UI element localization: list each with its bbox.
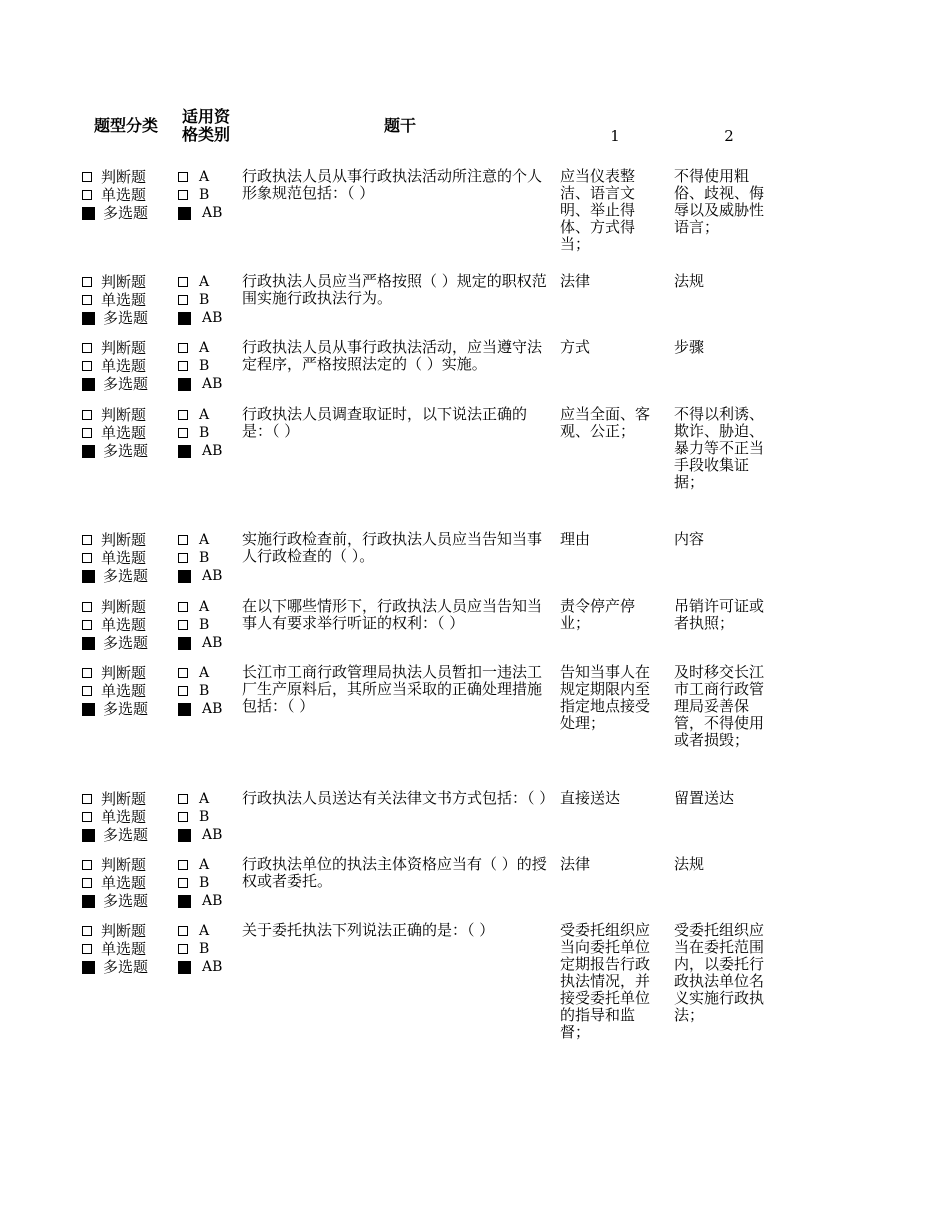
question-type-option[interactable]	[82, 790, 162, 808]
option-1-text: 告知当事人在规定期限内至指定地点接受处理；	[560, 663, 651, 732]
qualification-label: B	[199, 809, 210, 825]
qualification-options	[178, 790, 238, 844]
qualification-option[interactable]	[178, 406, 238, 424]
question-type-option[interactable]	[82, 357, 162, 375]
question-type-option[interactable]	[82, 442, 162, 460]
question-type-option[interactable]	[82, 892, 162, 910]
checkbox-empty-icon[interactable]	[82, 190, 92, 200]
checkbox-checked-icon[interactable]	[178, 637, 191, 650]
qualification-label: B	[199, 875, 210, 891]
qualification-label: A	[199, 532, 210, 548]
checkbox-empty-icon[interactable]	[178, 428, 188, 438]
question-stem: 行政执法人员从事行政执法活动所注意的个人形象规范包括：（ ）	[242, 167, 543, 202]
question-type-options	[82, 598, 162, 652]
question-type-option[interactable]	[82, 598, 162, 616]
qualification-option[interactable]	[178, 790, 238, 808]
qualification-options	[178, 922, 238, 976]
checkbox-empty-icon[interactable]	[178, 295, 188, 305]
question-type-options	[82, 406, 162, 460]
question-stem: 行政执法人员从事行政执法活动，应当遵守法定程序，严格按照法定的（ ）实施。	[242, 338, 543, 373]
option-2-text: 法规	[674, 272, 705, 290]
checkbox-empty-icon[interactable]	[82, 620, 92, 630]
qualification-option[interactable]	[178, 634, 238, 652]
qualification-label: B	[199, 292, 210, 308]
qualification-option[interactable]	[178, 442, 238, 460]
question-type-option[interactable]	[82, 339, 162, 357]
qualification-label: B	[199, 425, 210, 441]
qualification-label: AB	[202, 310, 223, 326]
qualification-option[interactable]	[178, 664, 238, 682]
question-type-options	[82, 856, 162, 910]
checkbox-empty-icon[interactable]	[178, 878, 188, 888]
qualification-option[interactable]	[178, 826, 238, 844]
checkbox-empty-icon[interactable]	[178, 794, 188, 804]
question-type-options	[82, 922, 162, 976]
option-2-text: 留置送达	[674, 789, 735, 807]
qualification-option[interactable]	[178, 598, 238, 616]
checkbox-checked-icon[interactable]	[82, 378, 95, 391]
question-type-label: 判断题	[101, 406, 147, 424]
question-type-label: 判断题	[101, 273, 147, 291]
qualification-option[interactable]	[178, 856, 238, 874]
option-2-text: 不得以利诱、欺诈、胁迫、暴力等不正当手段收集证据；	[674, 405, 765, 491]
qualification-option[interactable]	[178, 549, 238, 567]
checkbox-empty-icon[interactable]	[82, 410, 92, 420]
question-stem: 行政执法单位的执法主体资格应当有（ ）的授权或者委托。	[242, 855, 547, 890]
checkbox-empty-icon[interactable]	[178, 190, 188, 200]
qualification-label: B	[199, 550, 210, 566]
question-type-label: 单选题	[101, 940, 147, 958]
qualification-label: A	[199, 923, 210, 939]
option-2-text: 受委托组织应当在委托范围内，以委托行政执法单位名义实施行政执法；	[674, 921, 765, 1024]
qualification-option[interactable]	[178, 682, 238, 700]
checkbox-empty-icon[interactable]	[82, 602, 92, 612]
checkbox-checked-icon[interactable]	[178, 312, 191, 325]
checkbox-empty-icon[interactable]	[82, 428, 92, 438]
qualification-label: AB	[202, 893, 223, 909]
question-type-label: 判断题	[101, 598, 147, 616]
question-type-option[interactable]	[82, 168, 162, 186]
qualification-label: AB	[202, 827, 223, 843]
header-qualification	[172, 108, 240, 144]
checkbox-empty-icon[interactable]	[178, 553, 188, 563]
qualification-option[interactable]	[178, 940, 238, 958]
qualification-label: AB	[202, 205, 223, 221]
checkbox-empty-icon[interactable]	[178, 277, 188, 287]
question-type-label: 判断题	[101, 664, 147, 682]
checkbox-empty-icon[interactable]	[82, 295, 92, 305]
header-option-1: 1	[610, 127, 620, 145]
checkbox-checked-icon[interactable]	[178, 829, 191, 842]
qualification-option[interactable]	[178, 375, 238, 393]
question-type-option[interactable]	[82, 826, 162, 844]
option-1-text: 责令停产停业；	[560, 597, 636, 632]
checkbox-empty-icon[interactable]	[178, 343, 188, 353]
question-type-label: 单选题	[101, 549, 147, 567]
qualification-label: B	[199, 617, 210, 633]
checkbox-checked-icon[interactable]	[178, 703, 191, 716]
question-type-option[interactable]	[82, 273, 162, 291]
checkbox-empty-icon[interactable]	[178, 535, 188, 545]
qualification-option[interactable]	[178, 273, 238, 291]
option-1-text: 法律	[560, 855, 591, 873]
qualification-label: A	[199, 274, 210, 290]
checkbox-checked-icon[interactable]	[178, 378, 191, 391]
qualification-option[interactable]	[178, 700, 238, 718]
qualification-label: A	[199, 407, 210, 423]
question-type-options	[82, 531, 162, 585]
option-1-text: 直接送达	[560, 789, 621, 807]
qualification-label: B	[199, 187, 210, 203]
option-1-text: 方式	[560, 338, 591, 356]
checkbox-empty-icon[interactable]	[82, 535, 92, 545]
question-stem: 长江市工商行政管理局执法人员暂扣一违法工厂生产原料后，其所应当采取的正确处理措施包括：（ ）	[242, 663, 543, 715]
checkbox-checked-icon[interactable]	[82, 829, 95, 842]
checkbox-checked-icon[interactable]	[82, 312, 95, 325]
question-type-label: 单选题	[101, 291, 147, 309]
question-type-label: 多选题	[103, 567, 149, 585]
question-type-option[interactable]	[82, 682, 162, 700]
checkbox-checked-icon[interactable]	[82, 637, 95, 650]
checkbox-checked-icon[interactable]	[82, 570, 95, 583]
question-type-label: 判断题	[101, 856, 147, 874]
checkbox-empty-icon[interactable]	[82, 794, 92, 804]
question-type-label: 单选题	[101, 682, 147, 700]
option-2-text: 及时移交长江市工商行政管理局妥善保管，不得使用或者损毁；	[674, 663, 765, 749]
question-type-options	[82, 168, 162, 222]
qualification-options	[178, 273, 238, 327]
checkbox-empty-icon[interactable]	[178, 812, 188, 822]
checkbox-empty-icon[interactable]	[178, 926, 188, 936]
qualification-option[interactable]	[178, 309, 238, 327]
question-stem: 行政执法人员送达有关法律文书方式包括：（ ）	[242, 789, 555, 807]
question-type-label: 单选题	[101, 186, 147, 204]
checkbox-checked-icon[interactable]	[82, 207, 95, 220]
question-type-option[interactable]	[82, 616, 162, 634]
question-type-option[interactable]	[82, 958, 162, 976]
option-2-text: 吊销许可证或者执照；	[674, 597, 765, 632]
question-type-option[interactable]	[82, 406, 162, 424]
question-type-label: 多选题	[103, 309, 149, 327]
qualification-label: AB	[202, 701, 223, 717]
qualification-label: AB	[202, 568, 223, 584]
qualification-options	[178, 664, 238, 718]
checkbox-empty-icon[interactable]	[82, 553, 92, 563]
checkbox-empty-icon[interactable]	[178, 361, 188, 371]
checkbox-empty-icon[interactable]	[178, 668, 188, 678]
qualification-option[interactable]	[178, 892, 238, 910]
checkbox-empty-icon[interactable]	[82, 172, 92, 182]
qualification-option[interactable]	[178, 616, 238, 634]
qualification-options	[178, 168, 238, 222]
option-2-text: 内容	[674, 530, 705, 548]
question-type-option[interactable]	[82, 567, 162, 585]
question-type-option[interactable]	[82, 634, 162, 652]
question-type-options	[82, 790, 162, 844]
question-type-option[interactable]	[82, 204, 162, 222]
qualification-label: B	[199, 683, 210, 699]
checkbox-checked-icon[interactable]	[82, 895, 95, 908]
qualification-option[interactable]	[178, 567, 238, 585]
question-type-option[interactable]	[82, 186, 162, 204]
qualification-label: B	[199, 941, 210, 957]
checkbox-empty-icon[interactable]	[82, 812, 92, 822]
header-qualification-line1: 适用资	[181, 107, 230, 126]
question-type-label: 多选题	[103, 204, 149, 222]
question-type-option[interactable]	[82, 309, 162, 327]
qualification-label: A	[199, 169, 210, 185]
question-type-option[interactable]	[82, 874, 162, 892]
qualification-options	[178, 531, 238, 585]
checkbox-empty-icon[interactable]	[82, 860, 92, 870]
option-1-text: 理由	[560, 530, 591, 548]
question-type-label: 多选题	[103, 700, 149, 718]
question-type-option[interactable]	[82, 549, 162, 567]
checkbox-checked-icon[interactable]	[178, 445, 191, 458]
qualification-label: AB	[202, 959, 223, 975]
qualification-option[interactable]	[178, 204, 238, 222]
qualification-option[interactable]	[178, 339, 238, 357]
qualification-label: AB	[202, 635, 223, 651]
question-type-label: 多选题	[103, 958, 149, 976]
checkbox-empty-icon[interactable]	[82, 686, 92, 696]
question-type-label: 多选题	[103, 375, 149, 393]
question-type-label: 判断题	[101, 168, 147, 186]
question-type-label: 多选题	[103, 892, 149, 910]
checkbox-checked-icon[interactable]	[82, 961, 95, 974]
question-type-label: 单选题	[101, 874, 147, 892]
checkbox-empty-icon[interactable]	[82, 668, 92, 678]
question-stem: 关于委托执法下列说法正确的是：（ ）	[242, 921, 495, 939]
question-type-label: 判断题	[101, 922, 147, 940]
qualification-label: AB	[202, 376, 223, 392]
qualification-label: B	[199, 358, 210, 374]
qualification-option[interactable]	[178, 808, 238, 826]
option-1-text: 受委托组织应当向委托单位定期报告行政执法情况，并接受委托单位的指导和监督；	[560, 921, 651, 1041]
qualification-option[interactable]	[178, 424, 238, 442]
question-type-label: 单选题	[101, 616, 147, 634]
checkbox-empty-icon[interactable]	[178, 602, 188, 612]
qualification-options	[178, 856, 238, 910]
qualification-options	[178, 598, 238, 652]
checkbox-checked-icon[interactable]	[82, 703, 95, 716]
option-1-text: 应当仪表整洁、语言文明、举止得体、方式得当；	[560, 167, 636, 253]
question-type-option[interactable]	[82, 700, 162, 718]
checkbox-empty-icon[interactable]	[178, 686, 188, 696]
question-type-options	[82, 664, 162, 718]
question-type-option[interactable]	[82, 375, 162, 393]
question-type-option[interactable]	[82, 424, 162, 442]
question-type-option[interactable]	[82, 291, 162, 309]
option-2-text: 不得使用粗俗、歧视、侮辱以及威胁性语言；	[674, 167, 765, 236]
option-2-text: 法规	[674, 855, 705, 873]
qualification-options	[178, 339, 238, 393]
checkbox-checked-icon[interactable]	[82, 445, 95, 458]
question-stem: 在以下哪些情形下，行政执法人员应当告知当事人有要求举行听证的权利：（ ）	[242, 597, 543, 632]
question-type-option[interactable]	[82, 531, 162, 549]
question-type-label: 单选题	[101, 808, 147, 826]
checkbox-checked-icon[interactable]	[178, 961, 191, 974]
qualification-option[interactable]	[178, 958, 238, 976]
qualification-label: A	[199, 599, 210, 615]
checkbox-empty-icon[interactable]	[82, 944, 92, 954]
question-type-option[interactable]	[82, 808, 162, 826]
question-type-label: 判断题	[101, 531, 147, 549]
header-stem: 题干	[383, 116, 416, 135]
qualification-label: A	[199, 791, 210, 807]
checkbox-checked-icon[interactable]	[178, 570, 191, 583]
question-type-label: 判断题	[101, 339, 147, 357]
question-type-options	[82, 339, 162, 393]
qualification-label: A	[199, 665, 210, 681]
question-type-label: 单选题	[101, 357, 147, 375]
question-type-option[interactable]	[82, 940, 162, 958]
qualification-option[interactable]	[178, 168, 238, 186]
qualification-label: AB	[202, 443, 223, 459]
qualification-option[interactable]	[178, 922, 238, 940]
qualification-label: A	[199, 857, 210, 873]
checkbox-checked-icon[interactable]	[178, 207, 191, 220]
header-qualification-line2: 格类别	[181, 125, 230, 144]
question-type-label: 单选题	[101, 424, 147, 442]
checkbox-empty-icon[interactable]	[82, 926, 92, 936]
question-type-option[interactable]	[82, 922, 162, 940]
qualification-option[interactable]	[178, 291, 238, 309]
question-stem: 行政执法人员应当严格按照（ ）规定的职权范围实施行政执法行为。	[242, 272, 547, 307]
checkbox-empty-icon[interactable]	[178, 944, 188, 954]
checkbox-checked-icon[interactable]	[178, 895, 191, 908]
checkbox-empty-icon[interactable]	[178, 620, 188, 630]
checkbox-empty-icon[interactable]	[82, 878, 92, 888]
qualification-option[interactable]	[178, 357, 238, 375]
qualification-label: A	[199, 340, 210, 356]
question-type-label: 多选题	[103, 442, 149, 460]
checkbox-empty-icon[interactable]	[82, 343, 92, 353]
question-type-options	[82, 273, 162, 327]
header-type: 题型分类	[93, 116, 158, 135]
header-option-2: 2	[724, 127, 734, 145]
question-stem: 行政执法人员调查取证时，以下说法正确的是：（ ）	[242, 405, 528, 440]
question-type-label: 多选题	[103, 634, 149, 652]
qualification-options	[178, 406, 238, 460]
qualification-option[interactable]	[178, 186, 238, 204]
checkbox-empty-icon[interactable]	[178, 410, 188, 420]
question-type-label: 多选题	[103, 826, 149, 844]
question-type-option[interactable]	[82, 856, 162, 874]
checkbox-empty-icon[interactable]	[178, 172, 188, 182]
option-1-text: 应当全面、客观、公正；	[560, 405, 651, 440]
question-type-label: 判断题	[101, 790, 147, 808]
checkbox-empty-icon[interactable]	[82, 277, 92, 287]
qualification-option[interactable]	[178, 874, 238, 892]
question-type-option[interactable]	[82, 664, 162, 682]
checkbox-empty-icon[interactable]	[178, 860, 188, 870]
qualification-option[interactable]	[178, 531, 238, 549]
option-1-text: 法律	[560, 272, 591, 290]
question-stem: 实施行政检查前，行政执法人员应当告知当事人行政检查的（ ）。	[242, 530, 543, 565]
option-2-text: 步骤	[674, 338, 705, 356]
checkbox-empty-icon[interactable]	[82, 361, 92, 371]
